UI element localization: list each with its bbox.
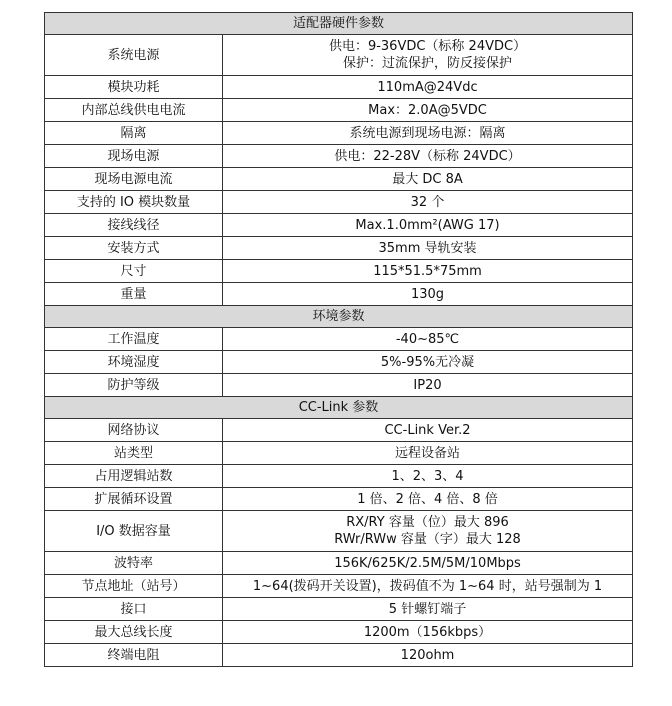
param-label: 节点地址（站号） [45, 575, 223, 598]
param-value [223, 237, 633, 260]
table-row [45, 575, 633, 598]
param-label: 现场电源电流 [45, 168, 223, 191]
param-value-line: 保护：过流保护，防反接保护 [343, 56, 513, 71]
param-value [223, 145, 633, 168]
param-value-line: 供电：9-36VDC（标称 24VDC） [328, 39, 527, 54]
table-row [45, 214, 633, 237]
param-value [223, 621, 633, 644]
section-title: 适配器硬件参数 [45, 13, 633, 35]
param-value [223, 283, 633, 306]
param-label: 网络协议 [45, 419, 223, 442]
param-value-line: 120ohm [400, 647, 455, 663]
param-label: 防护等级 [45, 374, 223, 397]
param-value [223, 644, 633, 667]
param-value [223, 76, 633, 99]
table-row [45, 488, 633, 511]
param-value [223, 552, 633, 575]
param-value-line: 系统电源到现场电源：隔离 [349, 125, 506, 141]
param-label: 占用逻辑站数 [45, 465, 223, 488]
param-value-line: 5%-95%无冷凝 [380, 354, 475, 370]
table-row [45, 237, 633, 260]
param-value-line: 1、2、3、4 [391, 468, 464, 484]
spec-table [44, 12, 633, 667]
param-value-line: 远程设备站 [395, 445, 461, 461]
table-row [45, 511, 633, 552]
param-label: 扩展循环设置 [45, 488, 223, 511]
param-label: 波特率 [45, 552, 223, 575]
param-value [223, 191, 633, 214]
param-value [223, 351, 633, 374]
table-row [45, 442, 633, 465]
param-value-line: -40~85℃ [395, 331, 460, 347]
param-label: 站类型 [45, 442, 223, 465]
param-value-line: IP20 [413, 377, 442, 393]
table-row [45, 260, 633, 283]
table-row [45, 598, 633, 621]
param-value-line: 1 倍、2 倍、4 倍、8 倍 [357, 491, 498, 507]
table-row [45, 351, 633, 374]
param-label: 系统电源 [45, 35, 223, 76]
param-value-line: Max：2.0A@5VDC [368, 102, 487, 118]
param-value [223, 465, 633, 488]
param-value [223, 35, 633, 76]
param-value-line: 130g [410, 286, 445, 302]
table-row [45, 122, 633, 145]
param-value-line: 32 个 [410, 194, 445, 210]
param-value-line: Max.1.0mm²(AWG 17) [355, 217, 500, 233]
param-value [223, 511, 633, 552]
param-value [223, 419, 633, 442]
table-row [45, 465, 633, 488]
table-row [45, 99, 633, 122]
table-row [45, 145, 633, 168]
param-value-line: 最大 DC 8A [392, 171, 463, 187]
param-value [223, 99, 633, 122]
param-label: 接线线径 [45, 214, 223, 237]
param-value [223, 374, 633, 397]
table-row [45, 419, 633, 442]
section-header-row [45, 13, 633, 35]
param-value [223, 442, 633, 465]
param-label: 环境湿度 [45, 351, 223, 374]
param-value [223, 575, 633, 598]
param-label: 内部总线供电电流 [45, 99, 223, 122]
param-value-line: 5 针螺钉端子 [388, 601, 467, 617]
section-title: 环境参数 [45, 306, 633, 328]
param-value-line: 1200m（156kbps） [363, 624, 492, 640]
param-value [223, 122, 633, 145]
param-value-line: RX/RY 容量（位）最大 896 [346, 515, 509, 530]
param-value-line: 供电：22-28V（标称 24VDC） [334, 148, 521, 164]
param-value [223, 598, 633, 621]
param-value-line: RWr/RWw 容量（字）最大 128 [334, 532, 521, 547]
table-row [45, 168, 633, 191]
param-value-line: 1~64(拨码开关设置)，拨码值不为 1~64 时，站号强制为 1 [252, 578, 603, 594]
param-label: 安装方式 [45, 237, 223, 260]
param-value [223, 328, 633, 351]
param-value [223, 260, 633, 283]
table-row [45, 374, 633, 397]
param-label: 接口 [45, 598, 223, 621]
section-title: CC-Link 参数 [45, 397, 633, 419]
param-label: 支持的 IO 模块数量 [45, 191, 223, 214]
param-label: 现场电源 [45, 145, 223, 168]
param-value [223, 488, 633, 511]
param-label: I/O 数据容量 [45, 511, 223, 552]
param-label: 最大总线长度 [45, 621, 223, 644]
table-row [45, 621, 633, 644]
param-value-line: CC-Link Ver.2 [384, 422, 471, 438]
table-row [45, 328, 633, 351]
param-value [223, 214, 633, 237]
table-row [45, 191, 633, 214]
param-value [223, 168, 633, 191]
section-header-row [45, 306, 633, 328]
param-label: 模块功耗 [45, 76, 223, 99]
param-label: 终端电阻 [45, 644, 223, 667]
param-value-line: 35mm 导轨安装 [378, 240, 477, 256]
param-value-line: 110mA@24Vdc [377, 79, 478, 95]
table-row [45, 76, 633, 99]
spec-table-body [45, 13, 633, 667]
table-row [45, 644, 633, 667]
table-row [45, 35, 633, 76]
param-label: 重量 [45, 283, 223, 306]
param-value-line: 156K/625K/2.5M/5M/10Mbps [334, 555, 521, 571]
table-row [45, 552, 633, 575]
param-label: 隔离 [45, 122, 223, 145]
section-header-row [45, 397, 633, 419]
table-row [45, 283, 633, 306]
param-value-line: 115*51.5*75mm [373, 263, 482, 279]
param-label: 工作温度 [45, 328, 223, 351]
param-label: 尺寸 [45, 260, 223, 283]
